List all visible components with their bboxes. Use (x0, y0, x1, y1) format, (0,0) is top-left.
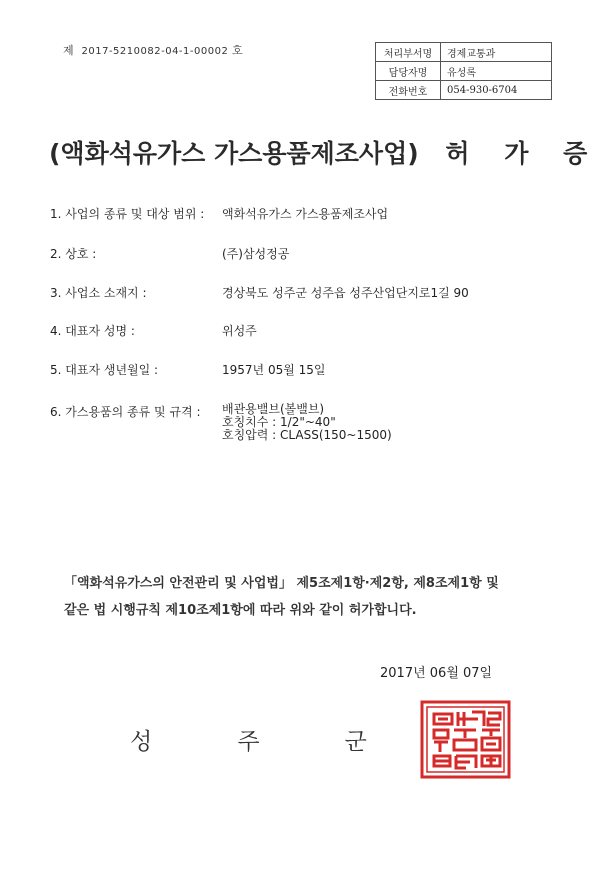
doc-number-prefix: 제 (63, 44, 75, 57)
item-value-business-type: 액화석유가스 가스용품제조사업 (222, 207, 389, 221)
title-word: 증 (563, 139, 588, 168)
info-key: 담당자명 (376, 62, 441, 81)
doc-number-suffix: 호 (232, 44, 244, 57)
info-key: 처리부서명 (376, 43, 441, 62)
item-label-representative: 4. 대표자 성명 : (50, 324, 135, 338)
department-info-table (375, 42, 552, 100)
document-number (63, 42, 243, 58)
item-label-birthdate: 5. 대표자 생년월일 : (50, 363, 159, 377)
item-label-company-name: 2. 상호 : (50, 247, 97, 261)
gas-product-line: 호칭압력 : CLASS(150~1500) (222, 428, 392, 442)
page-title (49, 134, 611, 170)
official-seal-icon (420, 700, 511, 779)
gas-product-line: 호칭치수 : 1/2"~40" (222, 415, 336, 429)
title-word: 허 (445, 139, 470, 168)
item-value-gas-product (222, 403, 392, 442)
doc-number-value: 2017-5210082-04-1-00002 (81, 46, 229, 57)
table-row (376, 81, 552, 100)
seal-text: 성주군수인 (465, 778, 470, 779)
legal-basis-line: 같은 법 시행규칙 제10조제1항에 따라 위와 같이 허가합니다. (64, 603, 417, 618)
table-row (376, 62, 552, 81)
issuer-char: 성 (130, 729, 153, 755)
info-value: 054-930-6704 (441, 81, 552, 100)
item-label-gas-product: 6. 가스용품의 종류 및 규격 : (50, 405, 201, 419)
item-value-birthdate: 1957년 05월 15일 (222, 363, 326, 377)
issuer-char: 주 (237, 729, 260, 755)
table-row (376, 43, 552, 62)
issue-date: 2017년 06월 07일 (380, 666, 493, 681)
info-value: 경제교통과 (441, 43, 552, 62)
info-value: 유성록 (441, 62, 552, 81)
item-value-address: 경상북도 성주군 성주읍 성주산업단지로1길 90 (222, 286, 469, 300)
issuer-name (130, 723, 445, 756)
legal-basis-line: 「액화석유가스의 안전관리 및 사업법」 제5조제1항·제2항, 제8조제1항 및 (64, 576, 499, 591)
gas-product-line: 배관용밸브(볼밸브) (222, 402, 325, 416)
info-key: 전화번호 (376, 81, 441, 100)
legal-basis-text (64, 570, 499, 624)
item-value-representative: 위성주 (222, 324, 257, 338)
item-label-address: 3. 사업소 소재지 : (50, 286, 147, 300)
item-label-business-type: 1. 사업의 종류 및 대상 범위 : (50, 207, 205, 221)
title-main: (액화석유가스 가스용품제조사업) (49, 139, 419, 168)
issuer-char: 군 (344, 729, 367, 755)
item-value-company-name: (주)삼성정공 (222, 247, 290, 261)
title-word: 가 (504, 139, 529, 168)
